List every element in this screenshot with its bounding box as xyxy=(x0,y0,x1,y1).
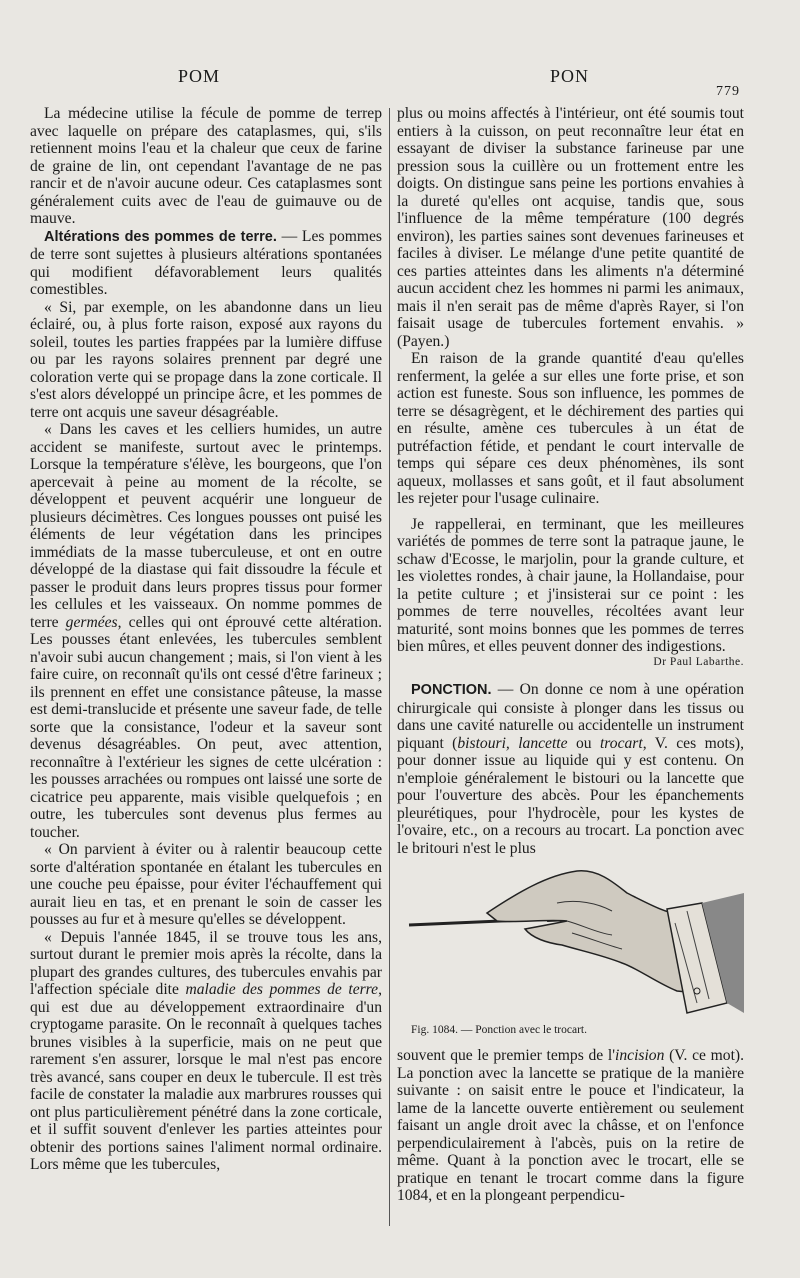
paragraph: « Si, par exemple, on les abandonne dans un lieu éclairé, ou, à plus forte raison, exposé aux rayons du soleil, toutes les parties frappées par la lumière diffuse ou par les rayons solaires prennent par degré une coloration verte qui se propage dans la zone corticale. Il s'est alors développé un principe âcre, et les pommes de terre ont acquis une saveur désagréable. xyxy=(30,298,382,421)
paragraph: Altérations des pommes de terre. — Les pommes de terre sont sujettes à plusieurs altérations spontanées qui modifient défavorablement leurs qualités comestibles. xyxy=(30,227,382,298)
left-column xyxy=(30,105,382,1174)
figure-1084 xyxy=(397,863,744,1043)
paragraph: « On parvient à éviter ou à ralentir beaucoup cette sorte d'altération spontanée en étalant les tubercules en une couche peu épaisse, pour éviter l'échauffement qui aurait lieu en tas, et en prenant le soin de casser les pousses au fur et à mesure qu'elles se développent. xyxy=(30,841,382,928)
figure-caption: Fig. 1084. — Ponction avec le trocart. xyxy=(411,1023,587,1036)
paragraph: La médecine utilise la fécule de pomme de terrep avec laquelle on prépare des cataplasmes, qui, s'ils retiennent moins l'eau et la chaleur que ceux de farine de graine de lin, ont cependant l'avantage de ne pas rancir et de n'avoir aucune odeur. Ces cataplasmes sont généralement cuits avec de l'eau de guimauve ou de mauve. xyxy=(30,105,382,227)
running-header-left: POM xyxy=(178,66,221,86)
right-column xyxy=(397,105,744,1205)
paragraph: « Depuis l'année 1845, il se trouve tous les ans, surtout durant le premier mois après la récolte, dans la plupart des grandes cultures, des tubercules envahis par l'affection spéciale dite maladie des pommes de terre, qui est due au développement extraordinaire d'un cryptogame parasite. On le reconnaît à quelques taches brunes visibles à la superficie, mais on ne peut que rarement s'en assurer, lorsque le mal n'est pas encore très avancé, sans couper en deux le tubercule. Il est très facile de constater la maladie aux marbrures rousses qui ont plus particulièrement pénétré dans la zone corticale, et il suffit souvent d'enlever les parties atteintes pour obtenir des portions saines l'aliment normal ordinaire. Lors même que les tubercules, xyxy=(30,928,383,1173)
hand-with-trocar-illustration xyxy=(397,863,744,1043)
column-divider xyxy=(389,108,390,1226)
page-number: 779 xyxy=(716,84,740,99)
running-header-right: PON xyxy=(550,66,590,86)
paragraph: plus ou moins affectés à l'intérieur, ont été soumis tout entiers à la cuisson, on peut reconnaître leur état en essayant de diviser la substance farineuse par une pression sous la cuillère ou un frottement entre les doigts. On distingue sans peine les portions envahies à la dureté qu'elles ont acquise, tandis que, sous l'influence de la même température (100 degrés environ), les parties saines sont devenues farineuses et faciles à diviser. Le mélange d'une petite quantité de ces parties atteintes dans les aliments n'a déterminé aucun accident chez les hommes ni parmi les animaux, mais il n'en serait pas de même d'après Rayer, si l'on faisait usage de tubercules fortement envahis. » (Payen.) xyxy=(397,105,744,350)
paragraph: En raison de la grande quantité d'eau qu'elles renferment, la gelée a sur elles une forte prise, et son action est funeste. Sous son influence, les pommes de terre se désagrègent, et le déchirement des parties qui en résulte, amène ces tubercules à un état de putréfaction fétide, et pendant le court intervalle de temps qui sépare ces deux phénomènes, ils sont aqueux, mollasses et sans goût, et il faut absolument les rejeter pour l'usage culinaire. xyxy=(397,350,744,507)
entry-heading: PONCTION. xyxy=(411,682,492,698)
section-heading: Altérations des pommes de terre. xyxy=(44,228,277,245)
paragraph: PONCTION. — On donne ce nom à une opération chirurgicale qui consiste à plonger dans les tissus ou dans une cavité naturelle ou accidentelle un instrument piquant (bistouri, lancette ou trocart, V. ces mots), pour donner issue au liquide qui y est contenu. On n'emploie généralement le bistouri ou la lancette que pour l'ouverture des abcès. Pour les épanchements pleurétiques, pour l'hydrocèle, pour les kystes de l'ovaire, etc., on a recours au trocart. La ponction avec le britouri n'est le plus xyxy=(397,681,744,857)
paragraph: Je rappellerai, en terminant, que les meilleures variétés de pommes de terre sont la patraque jaune, le schaw d'Ecosse, le marjolin, pour la grande culture, et les violettes rondes, à chair jaune, la Hollandaise, pour la petite culture ; et j'insisterai sur ce point : les pommes de terre nouvelles, récoltées avant leur maturité, sont moins bonnes que les pommes de terres bien mûres, et elles peuvent donner des indigestions. xyxy=(397,515,744,655)
paragraph: « Dans les caves et les celliers humides, un autre accident se manifeste, surtout avec le printemps. Lorsque la température s'élève, les bourgeons, que l'on apercevait à peine au moment de la récolte, se développent et peuvent acquérir une longueur de plusieurs décimètres. Ces longues pousses ont puisé les éléments de leur végétation dans les principes immédiats de la masse tuberculeuse, et ont en outre développé de la diastase qui fait dissoudre la fécule et passer le produit dans leurs propres tissus pour former les cellules et les vaisseaux. On nomme pommes de terre germées, celles qui ont éprouvé cette altération. Les pousses étant enlevées, les tubercules semblent n'avoir subi aucun changement ; mais, si l'on vient à les faire cuire, on reconnaît qu'ils ont cessé d'être farineux ; ils prennent en effet une consistance pâteuse, la masse est demi-translucide et présente une saveur fade, de telle sorte que la consistance, l'odeur et la saveur sont devenus désagréables. On peut, avec attention, reconnaître à l'extérieur les signes de cette ulcération : les pousses arrachées ou rompues ont laissé une sorte de cicatrice peu apparente, mais visible quelquefois ; en outre, les tubercules sont devenus plus fermes au toucher. xyxy=(30,421,383,841)
spacer xyxy=(397,671,744,681)
author-signature: Dr Paul Labarthe. xyxy=(653,655,744,668)
paragraph: souvent que le premier temps de l'incision (V. ce mot). La ponction avec la lancette se pratique de la manière suivante : on saisit entre le pouce et l'indicateur, la lame de la lancette ouverte entièrement ou seulement faisant un angle droit avec la châsse, et on l'enfonce perpendiculairement à l'abcès, puis on la retire de même. Quant à la ponction avec le trocart, elle se pratique en tenant le trocart comme dans la figure 1084, et en la plongeant perpendicu- xyxy=(397,1047,745,1204)
